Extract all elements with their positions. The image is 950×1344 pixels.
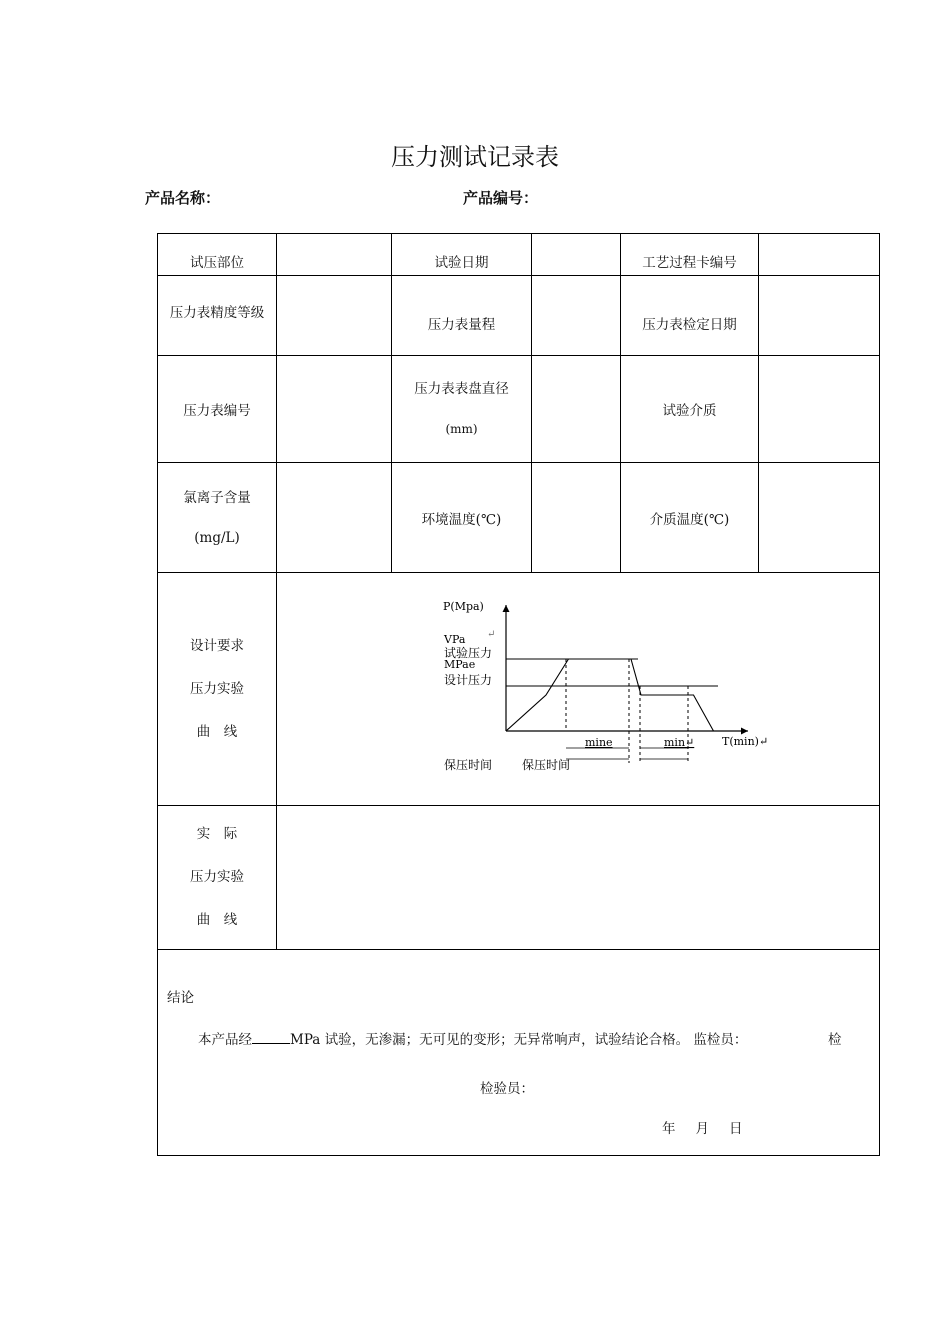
label-test-position: 试压部位 xyxy=(158,234,277,276)
pressure-curve-chart xyxy=(278,573,878,801)
series-line xyxy=(506,659,714,731)
design-curve-cell xyxy=(277,573,880,806)
value-gauge-number[interactable] xyxy=(277,356,392,463)
label-chloride-content xyxy=(158,463,277,573)
date-line xyxy=(662,1117,763,1137)
design-curve-line2: 压力实验 xyxy=(190,680,244,697)
y-label-vpa: VPa xyxy=(444,633,466,646)
actual-curve-cell[interactable] xyxy=(277,806,880,950)
label-chloride-line1: 氯离子含量 xyxy=(183,489,251,506)
x-label-mine: mine xyxy=(585,736,613,749)
value-gauge-calibration-date[interactable] xyxy=(759,276,880,356)
design-curve-line1: 设计要求 xyxy=(190,637,244,654)
value-gauge-range[interactable] xyxy=(532,276,621,356)
conclusion-body-pre: 本产品经 xyxy=(198,1032,252,1048)
record-table xyxy=(157,233,880,1156)
value-gauge-accuracy[interactable] xyxy=(277,276,392,356)
label-gauge-accuracy: 压力表精度等级 xyxy=(158,276,277,356)
actual-curve-line1: 实 际 xyxy=(196,826,238,842)
label-gauge-number: 压力表编号 xyxy=(158,356,277,463)
hold-label-2: 保压时间 xyxy=(522,758,571,772)
value-chloride-content[interactable] xyxy=(277,463,392,573)
actual-curve-line3: 曲 线 xyxy=(196,912,238,928)
inspector-label: 检验员： xyxy=(480,1081,534,1097)
value-test-medium[interactable] xyxy=(759,356,880,463)
hold-label-1: 保压时间 xyxy=(444,758,493,772)
conclusion-cell xyxy=(158,950,880,1156)
design-curve-line3: 曲 线 xyxy=(196,723,238,740)
y-label-return: ↵ xyxy=(487,629,496,640)
y-label-test-pressure: 试验压力 xyxy=(444,646,493,660)
label-chloride-unit: (mg/L) xyxy=(194,529,240,546)
page-title: 压力测试记录表 xyxy=(391,143,559,171)
value-test-position[interactable] xyxy=(277,234,392,276)
year-label: 年 xyxy=(662,1121,676,1137)
month-label: 月 xyxy=(695,1121,709,1137)
conclusion-jian: 检 xyxy=(828,1032,842,1048)
label-medium-temperature: 介质温度(℃) xyxy=(621,463,759,573)
value-medium-temperature[interactable] xyxy=(759,463,880,573)
y-label-mpae: MPae xyxy=(444,658,476,671)
conclusion-body xyxy=(198,1028,747,1048)
label-gauge-diameter xyxy=(392,356,532,463)
label-gauge-range: 压力表量程 xyxy=(392,276,532,356)
label-gauge-diameter-unit: (mm) xyxy=(445,422,478,436)
label-actual-curve xyxy=(158,806,277,950)
pressure-blank-field[interactable] xyxy=(252,1031,290,1044)
conclusion-body-post: MPa 试验，无渗漏；无可见的变形；无异常响声，试验结论合格。 监检员： xyxy=(290,1032,748,1048)
value-gauge-diameter[interactable] xyxy=(532,356,621,463)
label-test-date: 试验日期 xyxy=(392,234,532,276)
x-axis-label: T(min)↵ xyxy=(722,735,769,748)
value-ambient-temperature[interactable] xyxy=(532,463,621,573)
label-gauge-calibration-date: 压力表检定日期 xyxy=(621,276,759,356)
product-name-label: 产品名称： xyxy=(145,189,221,207)
x-label-min: min↵ xyxy=(664,736,695,749)
conclusion-title: 结论 xyxy=(167,990,194,1006)
label-process-card-no: 工艺过程卡编号 xyxy=(621,234,759,276)
actual-curve-line2: 压力实验 xyxy=(190,869,244,885)
label-ambient-temperature: 环境温度(℃) xyxy=(392,463,532,573)
product-number-label: 产品编号： xyxy=(463,189,539,207)
day-label: 日 xyxy=(729,1121,743,1137)
y-label-design-pressure: 设计压力 xyxy=(444,673,493,687)
label-gauge-diameter-line1: 压力表表盘直径 xyxy=(414,381,509,397)
y-axis-label: P(Mpa) xyxy=(443,600,484,613)
label-design-curve xyxy=(158,573,277,806)
value-process-card-no[interactable] xyxy=(759,234,880,276)
label-test-medium: 试验介质 xyxy=(621,356,759,463)
value-test-date[interactable] xyxy=(532,234,621,276)
